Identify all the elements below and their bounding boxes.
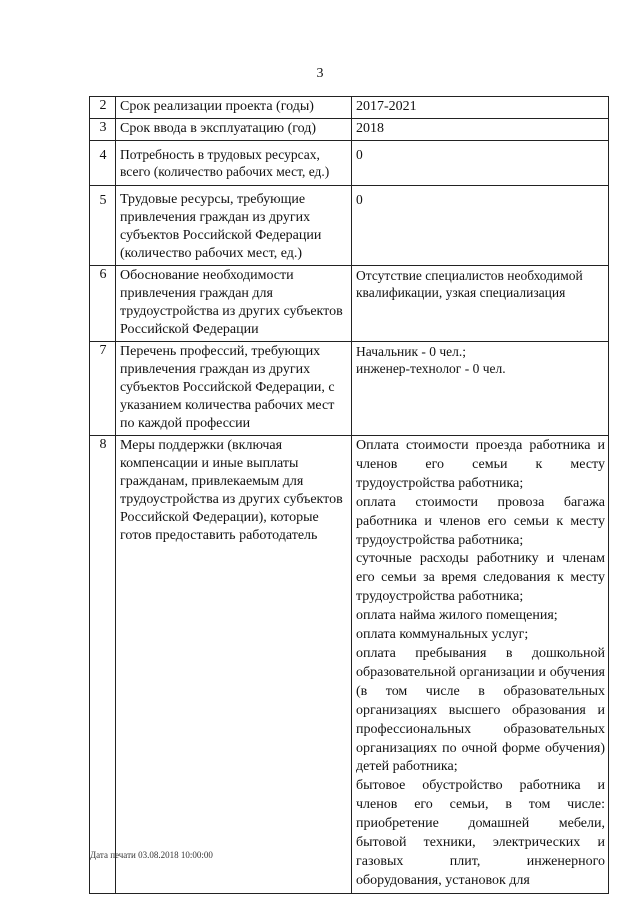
row-number: 4 bbox=[90, 141, 116, 186]
row-value: Начальник - 0 чел.; инженер-технолог - 0 чел. bbox=[352, 342, 609, 436]
row-label: Потребность в трудовых ресурсах, всего (количество рабочих мест, ед.) bbox=[116, 141, 352, 186]
table-row bbox=[90, 119, 609, 141]
row-number: 8 bbox=[90, 436, 116, 894]
row-number: 2 bbox=[90, 97, 116, 119]
table-row bbox=[90, 97, 609, 119]
row-label: Меры поддержки (включая компенсации и иные выплаты гражданам, привлекаемым для трудоустройства из других субъектов Российской Федерации), которые готов предоставить работодатель bbox=[116, 436, 352, 894]
table-row bbox=[90, 186, 609, 266]
table-row bbox=[90, 436, 609, 894]
row-value: 2017-2021 bbox=[352, 97, 609, 119]
row-value: Оплата стоимости проезда работника и членов его семьи к месту трудоустройства работника; оплата стоимости провоза багажа работника и членов его семьи к месту трудоустройства работника; суточные расходы работнику и членам его семьи за время следования к месту трудоустройства работника; оплата найма жилого помещения; оплата коммунальных услуг; оплата пребывания в дошкольной образовательной организации и обучения (в том числе в образовательных организациях высшего образования и профессиональных образовательных организациях по очной форме обучения) детей работника; бытовое обустройство работника и членов его семьи, в том числе: приобретение домашней мебели, бытовой техники, электрических и газовых плит, инженерного оборудования, установок для bbox=[352, 436, 609, 894]
row-label: Срок реализации проекта (годы) bbox=[116, 97, 352, 119]
row-value: Отсутствие специалистов необходимой квалификации, узкая специализация bbox=[352, 266, 609, 342]
row-label: Трудовые ресурсы, требующие привлечения граждан из других субъектов Российской Федерации (количество рабочих мест, ед.) bbox=[116, 186, 352, 266]
row-number: 7 bbox=[90, 342, 116, 436]
project-info-table bbox=[89, 96, 609, 894]
row-number: 6 bbox=[90, 266, 116, 342]
row-value: 0 bbox=[352, 186, 609, 266]
row-value: 2018 bbox=[352, 119, 609, 141]
row-label: Перечень профессий, требующих привлечения граждан из других субъектов Российской Федерации, с указанием количества рабочих мест по каждой профессии bbox=[116, 342, 352, 436]
table-row bbox=[90, 266, 609, 342]
row-value: 0 bbox=[352, 141, 609, 186]
print-date-footer: Дата печати 03.08.2018 10:00:00 bbox=[90, 850, 213, 860]
row-number: 3 bbox=[90, 119, 116, 141]
table-row bbox=[90, 342, 609, 436]
row-number: 5 bbox=[90, 186, 116, 266]
row-label: Срок ввода в эксплуатацию (год) bbox=[116, 119, 352, 141]
row-label: Обоснование необходимости привлечения граждан для трудоустройства из других субъектов Российской Федерации bbox=[116, 266, 352, 342]
table-row bbox=[90, 141, 609, 186]
page-number: 3 bbox=[316, 66, 324, 81]
